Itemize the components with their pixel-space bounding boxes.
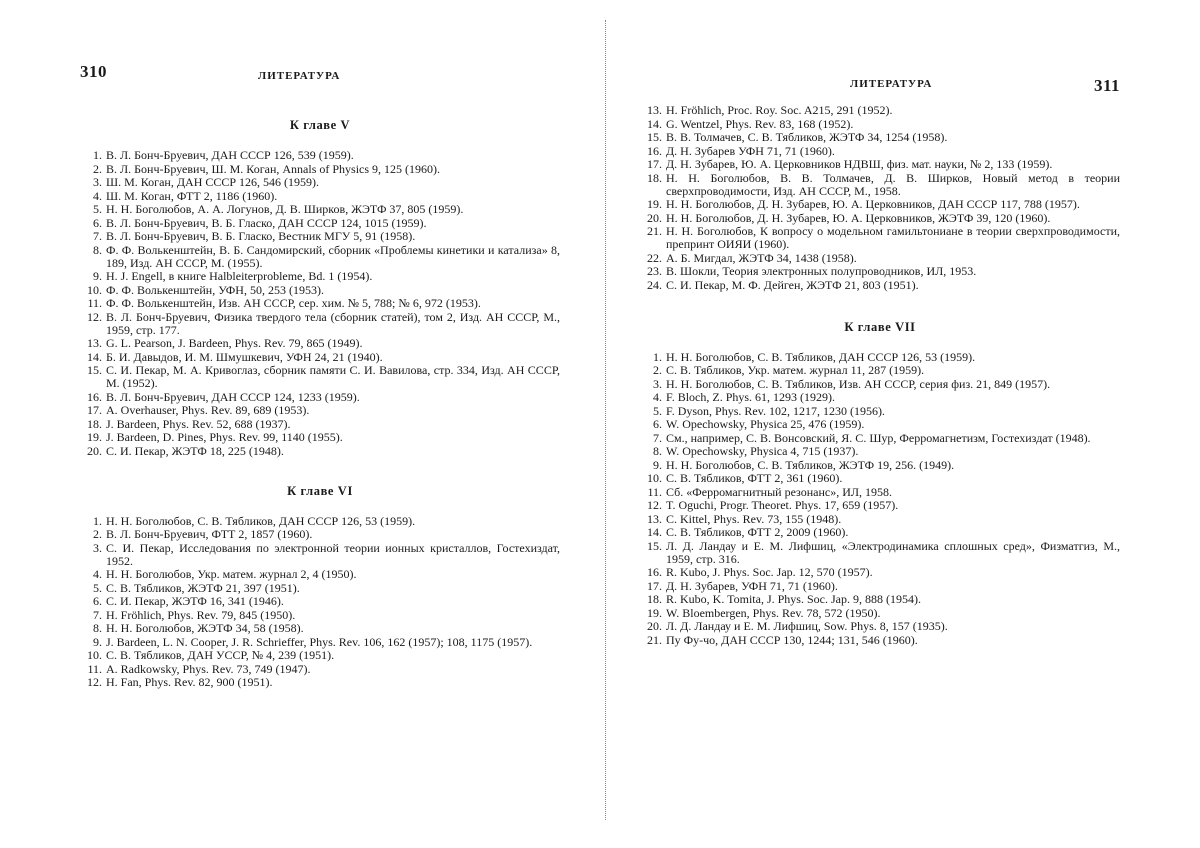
reference-number: 12. <box>87 309 102 324</box>
reference-text: W. Bloembergen, Phys. Rev. 78, 572 (1950). <box>666 605 881 620</box>
reference-item <box>80 418 560 431</box>
reference-text: A. Overhauser, Phys. Rev. 89, 689 (1953). <box>106 403 310 417</box>
reference-number: 12. <box>647 498 662 512</box>
reference-item <box>640 265 1120 278</box>
reference-text: Л. Д. Ландау и Е. М. Лифшиц, Sow. Phys. 8, 157 (1935). <box>666 619 948 633</box>
section-chapter-6-continued <box>640 104 1120 292</box>
reference-text: Ф. Ф. Волькенштейн, Изв. АН СССР, сер. хим. № 5, 788; № 6, 972 (1953). <box>106 296 481 310</box>
section-chapter-5 <box>80 118 560 458</box>
reference-item <box>80 364 560 390</box>
running-head: ЛИТЕРАТУРА <box>850 78 933 90</box>
reference-number: 20. <box>647 619 662 633</box>
reference-item <box>640 405 1120 418</box>
reference-list <box>640 104 1120 292</box>
reference-item <box>640 145 1120 158</box>
reference-text: В. Шокли, Теория электронных полупроводников, ИЛ, 1953. <box>666 264 977 278</box>
reference-item <box>640 225 1120 251</box>
reference-number: 9. <box>653 457 662 472</box>
reference-text: См., например, С. В. Вонсовский, Я. С. Шур, Ферромагнетизм, Гостехиздат (1948). <box>666 430 1091 445</box>
reference-item <box>640 634 1120 647</box>
reference-text: W. Opechowsky, Physica 25, 476 (1959). <box>666 417 865 431</box>
reference-text: Н. Н. Боголюбов, С. В. Тябликов, Изв. АН СССР, серия физ. 21, 849 (1957). <box>666 376 1051 391</box>
reference-number: 2. <box>93 161 102 176</box>
reference-text: C. Kittel, Phys. Rev. 73, 155 (1948). <box>666 511 842 526</box>
reference-number: 4. <box>93 567 102 581</box>
reference-number: 20. <box>87 443 102 458</box>
reference-item <box>640 364 1120 377</box>
reference-item <box>80 284 560 297</box>
reference-number: 11. <box>87 296 102 310</box>
reference-text: С. В. Тябликов, ФТТ 2, 361 (1960). <box>666 471 843 485</box>
reference-number: 7. <box>653 430 662 445</box>
reference-text: В. Л. Бонч-Бруевич, ФТТ 2, 1857 (1960). <box>106 527 313 541</box>
reference-item <box>80 190 560 203</box>
reference-number: 18. <box>87 416 102 431</box>
reference-text: Н. Н. Боголюбов, А. А. Логунов, Д. В. Ширков, ЖЭТФ 37, 805 (1959). <box>106 202 464 216</box>
reference-item <box>80 445 560 458</box>
reference-text: Н. Н. Боголюбов, К вопросу о модельном гамильтониане в теории сверхпроводимости, препринт ОИЯИ (1960). <box>666 224 1120 251</box>
chapter-heading: К главе VI <box>287 483 353 498</box>
reference-number: 4. <box>653 390 662 404</box>
reference-item <box>640 459 1120 472</box>
reference-text: F. Bloch, Z. Phys. 61, 1293 (1929). <box>666 390 836 404</box>
reference-text: J. Bardeen, L. N. Cooper, J. R. Schrieffer, Phys. Rev. 106, 162 (1957); 108, 1175 (1957). <box>106 634 533 649</box>
chapter-heading: К главе VII <box>844 319 916 334</box>
reference-number: 1. <box>93 513 102 528</box>
reference-text: Пу Фу-чо, ДАН СССР 130, 1244; 131, 546 (1960). <box>666 632 918 647</box>
page-number: 311 <box>1093 76 1120 95</box>
reference-item <box>80 391 560 404</box>
section-chapter-7 <box>640 320 1120 647</box>
reference-number: 15. <box>87 363 102 377</box>
reference-item <box>80 203 560 216</box>
reference-number: 1. <box>653 349 662 364</box>
reference-text: Ш. М. Коган, ФТТ 2, 1186 (1960). <box>106 188 278 203</box>
reference-number: 17. <box>87 403 102 417</box>
reference-text: G. L. Pearson, J. Bardeen, Phys. Rev. 79, 865 (1949). <box>106 336 363 350</box>
reference-item <box>80 230 560 243</box>
reference-number: 18. <box>647 170 662 185</box>
reference-number: 12. <box>87 675 102 689</box>
reference-text: С. В. Тябликов, ЖЭТФ 21, 397 (1951). <box>106 580 300 595</box>
reference-item <box>640 620 1120 633</box>
reference-text: Н. Н. Боголюбов, Д. Н. Зубарев, Ю. А. Церковников, ДАН СССР 117, 788 (1957). <box>666 197 1080 211</box>
reference-text: С. И. Пекар, ЖЭТФ 18, 225 (1948). <box>106 443 284 458</box>
reference-number: 8. <box>653 444 662 458</box>
reference-item <box>80 311 560 337</box>
left-column <box>80 118 560 711</box>
reference-number: 2. <box>653 363 662 377</box>
reference-item <box>640 593 1120 606</box>
left-page <box>80 0 560 848</box>
reference-text: F. Dyson, Phys. Rev. 102, 1217, 1230 (1956). <box>666 403 885 418</box>
reference-text: H. Fan, Phys. Rev. 82, 900 (1951). <box>106 675 273 689</box>
reference-item <box>80 663 560 676</box>
reference-item <box>640 118 1120 131</box>
section-chapter-6 <box>80 484 560 690</box>
reference-item <box>640 104 1120 117</box>
reference-text: С. В. Тябликов, ФТТ 2, 2009 (1960). <box>666 525 849 539</box>
reference-item <box>640 499 1120 512</box>
right-column <box>640 104 1120 669</box>
reference-number: 3. <box>93 175 102 189</box>
reference-text: J. Bardeen, Phys. Rev. 52, 688 (1937). <box>106 416 291 431</box>
reference-item <box>640 158 1120 171</box>
reference-item <box>640 432 1120 445</box>
page-number: 310 <box>80 62 107 81</box>
reference-item <box>80 595 560 608</box>
reference-item <box>80 609 560 622</box>
reference-item <box>640 513 1120 526</box>
reference-list <box>80 515 560 690</box>
reference-number: 20. <box>647 210 662 225</box>
reference-item <box>80 270 560 283</box>
reference-text: В. Л. Бонч-Бруевич, В. Б. Гласко, Вестник МГУ 5, 91 (1958). <box>106 229 416 243</box>
reference-item <box>640 472 1120 485</box>
reference-text: С. И. Пекар, Исследования по электронной теории ионных кристаллов, Гостехиздат, 1952. <box>106 540 560 568</box>
reference-number: 5. <box>93 202 102 216</box>
reference-item <box>640 252 1120 265</box>
reference-number: 3. <box>93 540 102 555</box>
reference-item <box>640 580 1120 593</box>
reference-number: 7. <box>93 607 102 622</box>
reference-item <box>640 172 1120 198</box>
reference-text: Н. Н. Боголюбов, В. В. Толмачев, Д. В. Ширков, Новый метод в теории сверхпроводимости, Изд. АН СССР, М., 1958. <box>666 170 1120 198</box>
reference-item <box>640 540 1120 566</box>
reference-text: А. Б. Мигдал, ЖЭТФ 34, 1438 (1958). <box>666 250 857 265</box>
reference-text: С. В. Тябликов, ДАН УССР, № 4, 239 (1951). <box>106 648 335 662</box>
reference-item <box>80 649 560 662</box>
reference-text: H. Fröhlich, Phys. Rev. 79, 845 (1950). <box>106 607 296 622</box>
reference-text: T. Oguchi, Progr. Theoret. Phys. 17, 659 (1957). <box>666 498 899 512</box>
reference-number: 18. <box>647 592 662 606</box>
reference-item <box>640 566 1120 579</box>
reference-item <box>80 568 560 581</box>
reference-item <box>80 404 560 417</box>
reference-number: 5. <box>653 403 662 418</box>
reference-text: Н. Н. Боголюбов, Д. Н. Зубарев, Ю. А. Церковников, ЖЭТФ 39, 120 (1960). <box>666 210 1051 225</box>
reference-text: R. Kubo, K. Tomita, J. Phys. Soc. Jap. 9, 888 (1954). <box>666 592 921 606</box>
reference-text: R. Kubo, J. Phys. Soc. Jap. 12, 570 (1957). <box>666 565 873 579</box>
reference-text: С. И. Пекар, М. Ф. Дейген, ЖЭТФ 21, 803 (1951). <box>666 277 919 292</box>
reference-number: 16. <box>87 389 102 404</box>
reference-text: Н. Н. Боголюбов, С. В. Тябликов, ЖЭТФ 19, 256. (1949). <box>666 457 955 472</box>
reference-item <box>640 351 1120 364</box>
reference-list <box>80 149 560 458</box>
reference-number: 21. <box>647 224 662 238</box>
reference-item <box>80 528 560 541</box>
reference-number: 16. <box>647 143 662 158</box>
reference-number: 21. <box>647 632 662 647</box>
reference-item <box>80 636 560 649</box>
reference-text: W. Opechowsky, Physica 4, 715 (1937). <box>666 444 859 458</box>
reference-text: С. И. Пекар, М. А. Кривоглаз, сборник памяти С. И. Вавилова, стр. 334, Изд. АН СССР, М. (1952). <box>106 363 560 390</box>
reference-number: 13. <box>647 511 662 526</box>
reference-number: 2. <box>93 527 102 541</box>
reference-item <box>640 486 1120 499</box>
reference-text: С. И. Пекар, ЖЭТФ 16, 341 (1946). <box>106 594 284 608</box>
reference-text: В. В. Толмачев, С. В. Тябликов, ЖЭТФ 34, 1254 (1958). <box>666 130 948 144</box>
reference-number: 10. <box>87 648 102 662</box>
reference-item <box>80 297 560 310</box>
reference-text: В. Л. Бонч-Бруевич, Физика твердого тела (сборник статей), том 2, Изд. АН СССР, М., 1959, стр. 177. <box>106 309 560 337</box>
reference-number: 19. <box>647 197 662 211</box>
reference-text: Н. Н. Боголюбов, С. В. Тябликов, ДАН СССР 126, 53 (1959). <box>666 349 976 364</box>
reference-text: J. Bardeen, D. Pines, Phys. Rev. 99, 1140 (1955). <box>106 430 343 444</box>
reference-item <box>80 149 560 162</box>
reference-text: Сб. «Ферромагнитный резонанс», ИЛ, 1958. <box>666 484 893 499</box>
reference-number: 14. <box>87 349 102 364</box>
reference-item <box>640 445 1120 458</box>
reference-number: 16. <box>647 565 662 579</box>
reference-number: 24. <box>647 277 662 292</box>
reference-number: 10. <box>647 471 662 485</box>
reference-list <box>640 351 1120 647</box>
reference-text: Д. Н. Зубарев, Ю. А. Церковников НДВШ, физ. мат. науки, № 2, 133 (1959). <box>666 157 1053 171</box>
reference-number: 6. <box>93 594 102 608</box>
reference-number: 19. <box>87 430 102 444</box>
reference-number: 23. <box>647 264 662 278</box>
reference-text: A. Radkowsky, Phys. Rev. 73, 749 (1947). <box>106 661 311 676</box>
reference-number: 9. <box>93 634 102 649</box>
reference-item <box>640 131 1120 144</box>
reference-item <box>640 378 1120 391</box>
reference-item <box>640 418 1120 431</box>
reference-item <box>640 212 1120 225</box>
reference-text: Д. Н. Зубарев, УФН 71, 71 (1960). <box>666 578 838 593</box>
reference-number: 6. <box>653 417 662 431</box>
reference-number: 11. <box>647 484 662 499</box>
reference-item <box>640 279 1120 292</box>
reference-item <box>80 351 560 364</box>
gutter-divider <box>605 20 606 820</box>
reference-text: G. Wentzel, Phys. Rev. 83, 168 (1952). <box>666 116 854 131</box>
running-head: ЛИТЕРАТУРА <box>258 70 341 82</box>
reference-text: Л. Д. Ландау и Е. М. Лифшиц, «Электродинамика сплошных сред», Физматгиз, М., 1959, стр. 316. <box>666 538 1120 566</box>
reference-number: 10. <box>87 282 102 297</box>
reference-number: 3. <box>653 376 662 391</box>
reference-number: 4. <box>93 188 102 203</box>
reference-number: 14. <box>647 116 662 131</box>
reference-text: Н. Н. Боголюбов, Укр. матем. журнал 2, 4 (1950). <box>106 567 357 581</box>
reference-text: В. Л. Бонч-Бруевич, ДАН СССР 126, 539 (1959). <box>106 148 354 162</box>
reference-number: 19. <box>647 605 662 620</box>
reference-number: 7. <box>93 229 102 243</box>
reference-text: Ф. Ф. Волькенштейн, УФН, 50, 253 (1953). <box>106 282 324 297</box>
reference-text: С. В. Тябликов, Укр. матем. журнал 11, 287 (1959). <box>666 363 925 377</box>
reference-number: 8. <box>93 621 102 635</box>
reference-item <box>80 515 560 528</box>
reference-number: 6. <box>93 215 102 230</box>
reference-number: 14. <box>647 525 662 539</box>
right-page <box>640 0 1120 848</box>
reference-text: H. J. Engell, в книге Halbleiterprobleme, Bd. 1 (1954). <box>106 269 373 283</box>
reference-text: В. Л. Бонч-Бруевич, ДАН СССР 124, 1233 (1959). <box>106 389 360 404</box>
reference-number: 11. <box>87 661 102 676</box>
reference-item <box>80 676 560 689</box>
reference-number: 13. <box>87 336 102 350</box>
reference-text: Д. Н. Зубарев УФН 71, 71 (1960). <box>666 143 835 158</box>
reference-number: 15. <box>647 130 662 144</box>
reference-item <box>80 622 560 635</box>
reference-number: 8. <box>93 242 102 257</box>
chapter-heading: К главе V <box>289 118 351 132</box>
reference-number: 17. <box>647 157 662 171</box>
reference-item <box>640 526 1120 539</box>
reference-number: 17. <box>647 578 662 593</box>
reference-item <box>80 244 560 270</box>
reference-text: Ш. М. Коган, ДАН СССР 126, 546 (1959). <box>106 175 320 189</box>
reference-number: 1. <box>93 148 102 162</box>
reference-number: 13. <box>647 103 662 117</box>
reference-item <box>80 176 560 189</box>
reference-item <box>80 431 560 444</box>
reference-item <box>80 217 560 230</box>
reference-text: Ф. Ф. Волькенштейн, В. Б. Сандомирский, сборник «Проблемы кинетики и катализа» 8, 189, Изд. АН СССР, М. (1955). <box>106 242 560 270</box>
reference-number: 15. <box>647 538 662 553</box>
reference-text: В. Л. Бонч-Бруевич, В. Б. Гласко, ДАН СССР 124, 1015 (1959). <box>106 215 427 230</box>
reference-text: В. Л. Бонч-Бруевич, Ш. М. Коган, Annals of Physics 9, 125 (1960). <box>106 161 441 176</box>
reference-item <box>80 337 560 350</box>
reference-text: Б. И. Давыдов, И. М. Шмушкевич, УФН 24, 21 (1940). <box>106 349 383 364</box>
reference-text: Н. Н. Боголюбов, ЖЭТФ 34, 58 (1958). <box>106 621 304 635</box>
reference-item <box>80 582 560 595</box>
reference-item <box>80 163 560 176</box>
reference-item <box>640 607 1120 620</box>
reference-item <box>640 391 1120 404</box>
reference-text: H. Fröhlich, Proc. Roy. Soc. A215, 291 (1952). <box>666 103 893 117</box>
reference-number: 9. <box>93 269 102 283</box>
reference-item <box>80 542 560 568</box>
reference-number: 22. <box>647 250 662 265</box>
reference-text: Н. Н. Боголюбов, С. В. Тябликов, ДАН СССР 126, 53 (1959). <box>106 513 416 528</box>
reference-item <box>640 198 1120 211</box>
reference-number: 5. <box>93 580 102 595</box>
